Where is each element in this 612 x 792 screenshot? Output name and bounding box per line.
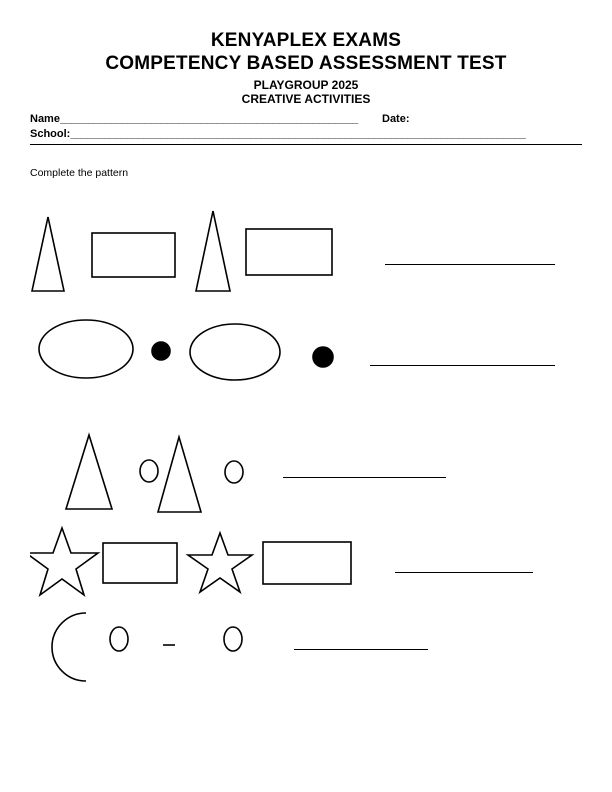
instruction-text: Complete the pattern [30, 167, 129, 180]
exam-subject: CREATIVE ACTIVITIES [241, 92, 371, 107]
pattern-2-shapes [30, 307, 570, 407]
ellipse-shape [190, 324, 280, 380]
answer-blank-5[interactable] [294, 649, 428, 650]
pattern-3-shapes [30, 417, 570, 522]
triangle-shape [66, 435, 112, 509]
small-circle-shape [110, 627, 128, 651]
pattern-row-4 [30, 525, 582, 605]
name-date-row [30, 113, 582, 128]
answer-blank-4[interactable] [395, 572, 533, 573]
triangle-shape [32, 217, 64, 291]
triangle-shape [196, 211, 230, 291]
pattern-4-shapes [30, 525, 570, 603]
school-label: School: [30, 128, 71, 141]
small-circle-shape [140, 460, 158, 482]
small-circle-shape [224, 627, 242, 651]
pattern-row-2 [30, 307, 582, 417]
ellipse-shape [39, 320, 133, 378]
pattern-5-shapes [30, 605, 570, 695]
date-label: Date: [382, 113, 410, 126]
pattern-row-3 [30, 417, 582, 525]
star-shape [30, 528, 98, 595]
rectangle-shape [92, 233, 175, 277]
header-divider [30, 144, 582, 145]
name-label: Name [30, 113, 60, 126]
pattern-questions [30, 189, 582, 695]
pattern-row-1 [30, 189, 582, 307]
exam-title-primary: KENYAPLEX EXAMS [210, 30, 402, 51]
exam-level-year: PLAYGROUP 2025 [253, 77, 359, 92]
pattern-1-shapes [30, 199, 570, 299]
crescent-moon-shape [52, 613, 86, 681]
school-row [30, 128, 582, 143]
small-circle-shape [225, 461, 243, 483]
filled-circle-shape [313, 347, 333, 367]
exam-title-secondary: COMPETENCY BASED ASSESSMENT TEST [105, 52, 507, 74]
pattern-row-5 [30, 605, 582, 695]
answer-blank-2[interactable] [370, 365, 555, 366]
rectangle-shape [246, 229, 332, 275]
triangle-shape [158, 437, 201, 512]
student-info-fields [30, 113, 582, 145]
filled-circle-shape [152, 342, 170, 360]
answer-blank-3[interactable] [283, 477, 446, 478]
rectangle-shape [103, 543, 177, 583]
star-shape [188, 533, 252, 592]
document-header [30, 30, 582, 107]
school-input-line[interactable]: _________________________________________________________________________________ [70, 128, 526, 141]
rectangle-shape [263, 542, 351, 584]
answer-blank-1[interactable] [385, 264, 555, 265]
name-input-line[interactable]: _____________________________________________________ [59, 113, 358, 126]
